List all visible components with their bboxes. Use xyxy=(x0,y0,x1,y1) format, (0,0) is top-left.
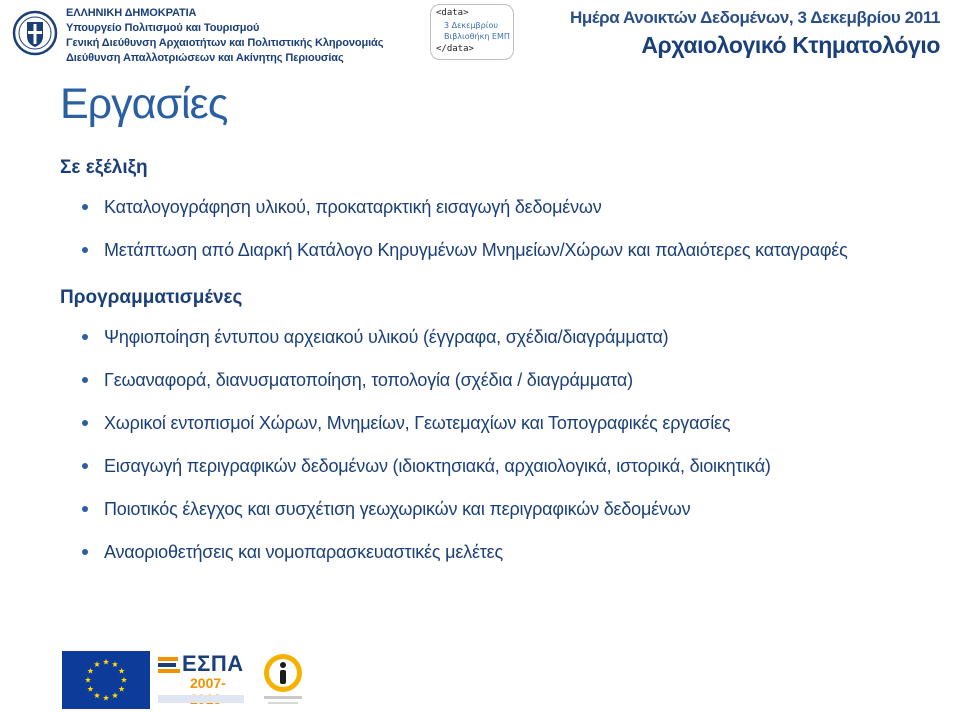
organization-header xyxy=(8,4,428,64)
organization-lines xyxy=(66,6,383,66)
list-item xyxy=(60,402,940,445)
page-title: Εργασίες xyxy=(60,80,228,128)
section-scheduled xyxy=(60,280,940,574)
bullet-icon xyxy=(82,247,88,253)
list-item xyxy=(60,316,940,359)
list-item-text: Καταλογογράφηση υλικού, προκαταρκτική εισαγωγή δεδομένων xyxy=(104,197,602,217)
list-item xyxy=(60,488,940,531)
data-tag-venue: Βιβλιοθήκη ΕΜΠ xyxy=(444,32,510,41)
bullet-icon xyxy=(82,463,88,469)
bullet-icon xyxy=(82,204,88,210)
org-line-directorate: Διεύθυνση Απαλλοτριώσεων και Ακίνητης Περιουσίας xyxy=(66,52,344,64)
list-item-text: Ψηφιοποίηση έντυπου αρχειακού υλικού (έγγραφα, σχέδια/διαγράμματα) xyxy=(104,327,669,347)
list-item-text: Γεωαναφορά, διανυσματοποίηση, τοπολογία (σχέδια / διαγράμματα) xyxy=(104,370,633,390)
bullet-icon xyxy=(82,334,88,340)
event-date: Ημέρα Ανοικτών Δεδομένων, 3 Δεκεμβρίου 2011 xyxy=(570,8,940,27)
list-item-text: Ποιοτικός έλεγχος και συσχέτιση γεωχωρικών και περιγραφικών δεδομένων xyxy=(104,499,691,519)
list-item-text: Μετάπτωση από Διαρκή Κατάλογο Κηρυγμένων Μνημείων/Χώρων και παλαιότερες καταγραφές xyxy=(104,240,848,260)
espa-stripe-icon xyxy=(158,657,178,661)
bullet-icon xyxy=(82,377,88,383)
list-item-text: Χωρικοί εντοπισμοί Χώρων, Μνημείων, Γεωτεμαχίων και Τοπογραφικές εργασίες xyxy=(104,413,731,433)
bullet-icon xyxy=(82,506,88,512)
bullet-icon xyxy=(82,549,88,555)
event-title: Αρχαιολογικό Κτηματολόγιο xyxy=(641,32,940,58)
section-in-progress xyxy=(60,150,940,272)
espa-stripe-icon xyxy=(158,663,176,667)
bullet-list xyxy=(60,316,940,574)
espa-years: 2007- xyxy=(190,675,226,691)
list-item xyxy=(60,186,940,229)
greek-republic-emblem-icon xyxy=(12,10,58,56)
list-item xyxy=(60,445,940,488)
digital-convergence-logo-icon xyxy=(258,651,308,709)
list-item xyxy=(60,229,940,272)
espa-stripe-icon xyxy=(158,669,180,673)
slide-content xyxy=(60,150,940,574)
open-data-tag-logo xyxy=(430,4,516,60)
section-heading: Σε εξέλιξη xyxy=(60,157,148,178)
list-item-text: Αναοριοθετήσεις και νομοπαρασκευαστικές μελέτες xyxy=(104,542,503,562)
espa-logo xyxy=(156,653,246,707)
data-tag-open: <data> xyxy=(436,8,469,18)
section-heading: Προγραμματισμένες xyxy=(60,287,243,308)
org-line-ministry: Υπουργείο Πολιτισμού και Τουρισμού xyxy=(66,22,260,34)
bullet-list xyxy=(60,186,940,272)
data-tag-close: </data> xyxy=(436,44,474,54)
data-tag-date: 3 Δεκεμβρίου xyxy=(444,21,498,30)
org-line-country: ΕΛΛΗΝΙΚΗ ΔΗΜΟΚΡΑΤΙΑ xyxy=(66,7,197,19)
list-item xyxy=(60,531,940,574)
espa-small-banner-icon xyxy=(158,695,244,703)
event-header xyxy=(570,8,940,59)
bullet-icon xyxy=(82,420,88,426)
org-line-directorate-general: Γενική Διεύθυνση Αρχαιοτήτων και Πολιτιστικής Κληρονομιάς xyxy=(66,37,384,49)
espa-word: ΕΣΠΑ xyxy=(182,651,244,676)
eu-flag-icon xyxy=(62,651,150,709)
funding-logos xyxy=(62,651,362,711)
list-item xyxy=(60,359,940,402)
list-item-text: Εισαγωγή περιγραφικών δεδομένων (ιδιοκτησιακά, αρχαιολογικά, ιστορικά, διοικητικά) xyxy=(104,456,771,476)
